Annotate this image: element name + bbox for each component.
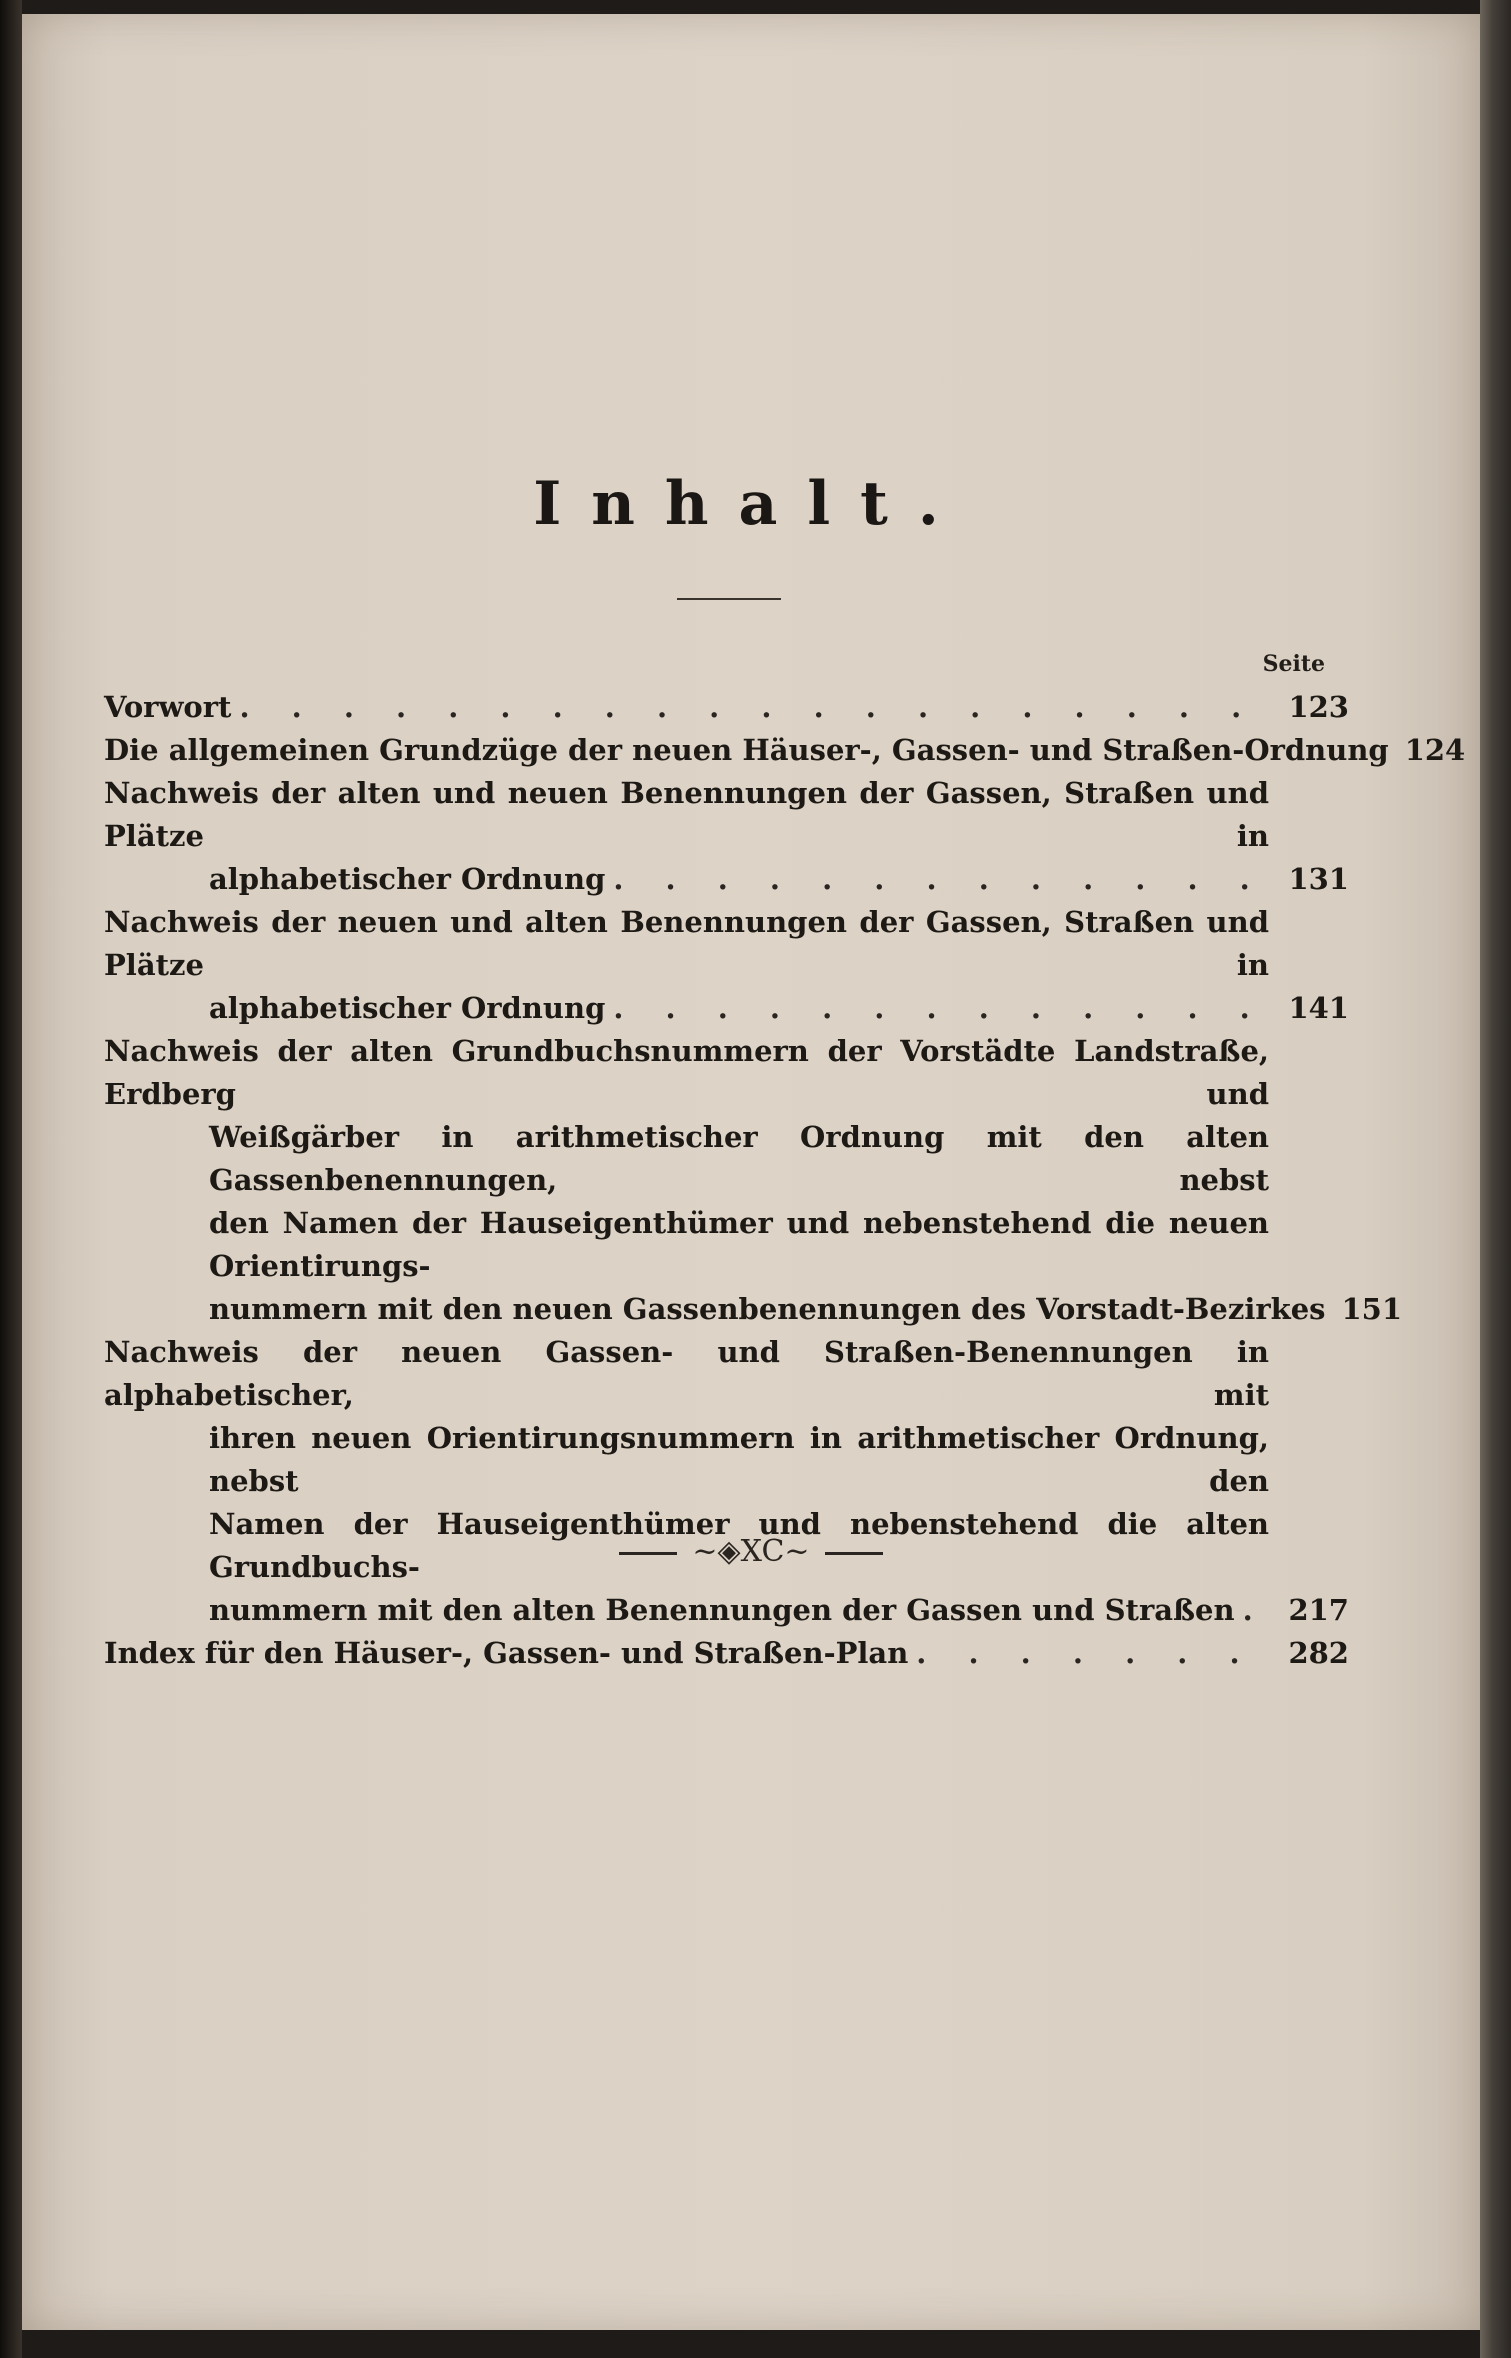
toc-entry-text: Nachweis der neuen und alten Benennungen der Gassen, Straßen und Plätze in xyxy=(104,905,1269,982)
toc-entry-text: Weißgärber in arithmetischer Ordnung mit den alten Gassenbenennungen, nebst xyxy=(209,1120,1269,1197)
toc-entry-text: ihren neuen Orientirungsnummern in arithmetischer Ordnung, nebst den xyxy=(209,1421,1269,1498)
toc-page-number: 131 xyxy=(1288,862,1349,896)
ornament-divider xyxy=(22,1534,1480,1569)
leader-dots xyxy=(613,987,1271,1030)
toc-entry xyxy=(104,1331,1349,1632)
ornament-icon: ~◈XC~ xyxy=(692,1534,810,1569)
toc-entry-text: Vorwort xyxy=(104,690,232,724)
leader-dots xyxy=(239,686,1271,729)
toc-entry-text: Index für den Häuser-, Gassen- und Straßen-Plan xyxy=(104,1636,909,1670)
toc-page-number: 151 xyxy=(1341,1292,1403,1326)
leader-dots xyxy=(916,1632,1271,1675)
toc-entry xyxy=(104,686,1349,729)
toc-entry-text: Die allgemeinen Grundzüge der neuen Häuser-, Gassen- und Straßen-Ordnung xyxy=(104,733,1389,767)
toc-page-number: 282 xyxy=(1288,1636,1349,1670)
toc-page-number: 217 xyxy=(1288,1593,1349,1627)
page-column-label: Seite xyxy=(1262,651,1325,677)
toc-entry-text: alphabetischer Ordnung xyxy=(209,991,606,1025)
toc-entry xyxy=(104,901,1349,1030)
toc-entry xyxy=(104,1030,1403,1331)
title-divider xyxy=(677,598,781,600)
toc-entry-text: Nachweis der alten Grundbuchsnummern der Vorstädte Landstraße, Erdberg und xyxy=(104,1034,1269,1111)
ornament-bar-left xyxy=(619,1552,677,1555)
toc-entry-text: Namen der Hauseigenthümer und nebenstehend die alten Grundbuchs- xyxy=(209,1507,1269,1584)
toc-entry-text: Nachweis der alten und neuen Benennungen der Gassen, Straßen und Plätze in xyxy=(104,776,1269,853)
toc-entry-text: den Namen der Hauseigenthümer und nebenstehend die neuen Orientirungs- xyxy=(209,1206,1269,1283)
toc-entry-text: nummern mit den neuen Gassenbenennungen des Vorstadt-Bezirkes xyxy=(209,1292,1326,1326)
leader-dots xyxy=(1243,1589,1271,1632)
ornament-bar-right xyxy=(825,1552,883,1555)
toc-page-number: 141 xyxy=(1288,991,1349,1025)
toc-entry-text: alphabetischer Ordnung xyxy=(209,862,606,896)
toc-entry-text: nummern mit den alten Benennungen der Gassen und Straßen xyxy=(209,1593,1235,1627)
book-page xyxy=(22,14,1480,2330)
toc-entry xyxy=(104,1632,1349,1675)
leader-dots xyxy=(613,858,1271,901)
toc-page-number: 123 xyxy=(1288,690,1349,724)
table-of-contents xyxy=(104,686,1466,1675)
book-spine-shadow xyxy=(0,0,22,2358)
toc-page-number: 124 xyxy=(1404,733,1466,767)
page-edge-shadow xyxy=(1480,0,1511,2358)
toc-entry xyxy=(104,772,1349,901)
toc-entry-text: Nachweis der neuen Gassen- und Straßen-Benennungen in alphabetischer, mit xyxy=(104,1335,1269,1412)
toc-entry xyxy=(104,729,1466,772)
page-title: Inhalt. xyxy=(533,469,969,539)
